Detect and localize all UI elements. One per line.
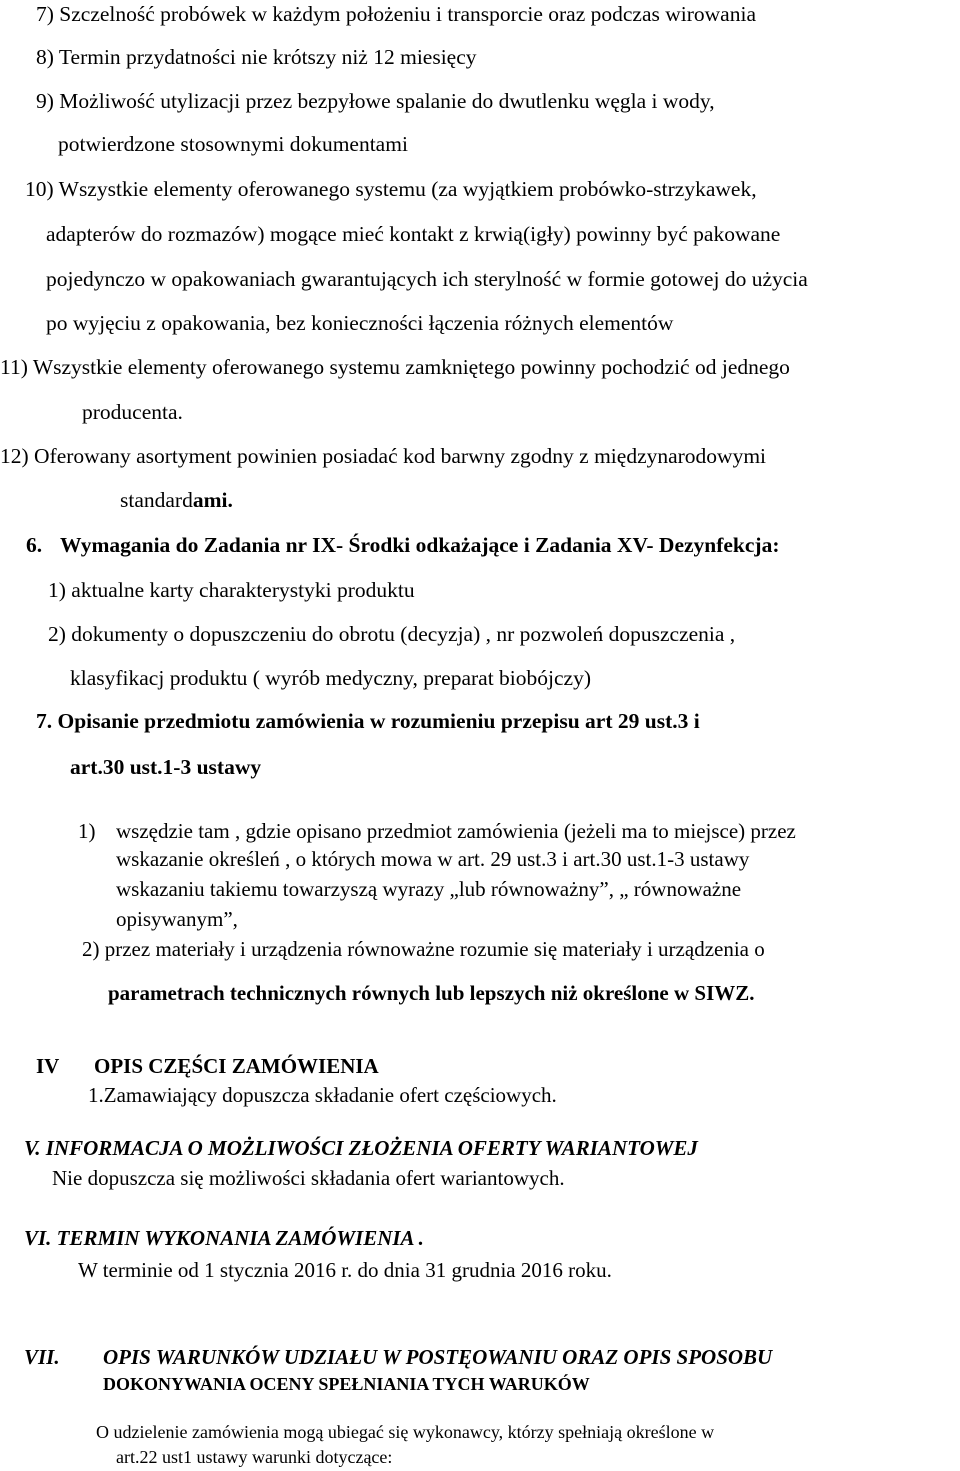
list-item-12-cont xyxy=(120,488,233,513)
list-item-11-cont: producenta. xyxy=(82,400,183,424)
section-7-heading: 7. Opisanie przedmiotu zamówienia w rozumieniu przepisu art 29 ust.3 i xyxy=(36,709,700,733)
section-7-point-2-line-2: parametrach technicznych równych lub lepszych niż określone w SIWZ. xyxy=(108,981,755,1005)
section-6-item-1: 1) aktualne karty charakterystyki produktu xyxy=(48,578,415,602)
section-vii-number: VII. xyxy=(24,1345,60,1369)
section-iv-text: 1.Zamawiający dopuszcza składanie ofert częściowych. xyxy=(88,1083,557,1107)
section-v-title: V. INFORMACJA O MOŻLIWOŚCI ZŁOŻENIA OFERTY WARIANTOWEJ xyxy=(24,1136,698,1160)
section-7-point-1-line-4: opisywanym”, xyxy=(116,907,238,931)
section-vii-title: OPIS WARUNKÓW UDZIAŁU W POSTĘOWANIU ORAZ OPIS SPOSOBU xyxy=(103,1345,773,1369)
section-vi-text: W terminie od 1 stycznia 2016 r. do dnia 31 grudnia 2016 roku. xyxy=(78,1258,612,1282)
list-item-7: 7) Szczelność probówek w każdym położeniu i transporcie oraz podczas wirowania xyxy=(36,2,756,26)
section-6-item-2: 2) dokumenty o dopuszczeniu do obrotu (decyzja) , nr pozwoleń dopuszczenia , xyxy=(48,622,736,646)
list-item-10-cont-2: pojedynczo w opakowaniach gwarantujących ich sterylność w formie gotowej do użycia xyxy=(46,267,808,291)
standard-text: standard xyxy=(120,488,193,512)
section-6-item-2-cont: klasyfikacj produktu ( wyrób medyczny, preparat biobójczy) xyxy=(70,666,591,690)
section-vii-text-2: art.22 ust1 ustawy warunki dotyczące: xyxy=(116,1447,393,1467)
section-vii-subtitle: DOKONYWANIA OCENY SPEŁNIANIA TYCH WARUKÓW xyxy=(103,1374,590,1394)
list-item-11: 11) Wszystkie elementy oferowanego systemu zamkniętego powinny pochodzić od jednego xyxy=(0,355,790,379)
list-item-10: 10) Wszystkie elementy oferowanego systemu (za wyjątkiem probówko-strzykawek, xyxy=(25,177,757,201)
list-item-10-cont-3: po wyjęciu z opakowania, bez konieczności łączenia różnych elementów xyxy=(46,311,674,335)
list-item-8: 8) Termin przydatności nie krótszy niż 12 miesięcy xyxy=(36,45,477,69)
section-7-heading-cont: art.30 ust.1-3 ustawy xyxy=(70,755,262,779)
section-6-number: 6. xyxy=(26,533,43,557)
standard-text-bold-suffix: ami. xyxy=(192,488,233,512)
list-item-9: 9) Możliwość utylizacji przez bezpyłowe spalanie do dwutlenku węgla i wody, xyxy=(36,89,715,113)
section-vii-text-1: O udzielenie zamówienia mogą ubiegać się wykonawcy, którzy spełniają określone w xyxy=(96,1422,715,1442)
section-7-point-1-number: 1) xyxy=(78,819,96,843)
section-iv-title: OPIS CZĘŚCI ZAMÓWIENIA xyxy=(94,1054,379,1078)
section-vi-title: VI. TERMIN WYKONANIA ZAMÓWIENIA . xyxy=(24,1226,424,1250)
section-6-heading: Wymagania do Zadania nr IX- Środki odkażające i Zadania XV- Dezynfekcja: xyxy=(60,533,780,557)
section-v-text: Nie dopuszcza się możliwości składania ofert wariantowych. xyxy=(52,1166,565,1190)
list-item-12: 12) Oferowany asortyment powinien posiadać kod barwny zgodny z międzynarodowymi xyxy=(0,444,767,468)
list-item-10-cont-1: adapterów do rozmazów) mogące mieć kontakt z krwią(igły) powinny być pakowane xyxy=(46,222,781,246)
list-item-9-cont: potwierdzone stosownymi dokumentami xyxy=(58,132,408,156)
section-iv-number: IV xyxy=(36,1054,60,1078)
section-7-point-1-line-2: wskazanie określeń , o których mowa w art. 29 ust.3 i art.30 ust.1-3 ustawy xyxy=(116,847,750,871)
section-7-point-2-line-1: 2) przez materiały i urządzenia równoważne rozumie się materiały i urządzenia o xyxy=(82,937,765,961)
section-7-point-1-line-3: wskazaniu takiemu towarzyszą wyrazy „lub równoważny”, „ równoważne xyxy=(116,877,742,901)
section-7-point-1-line-1: wszędzie tam , gdzie opisano przedmiot zamówienia (jeżeli ma to miejsce) przez xyxy=(116,819,796,843)
